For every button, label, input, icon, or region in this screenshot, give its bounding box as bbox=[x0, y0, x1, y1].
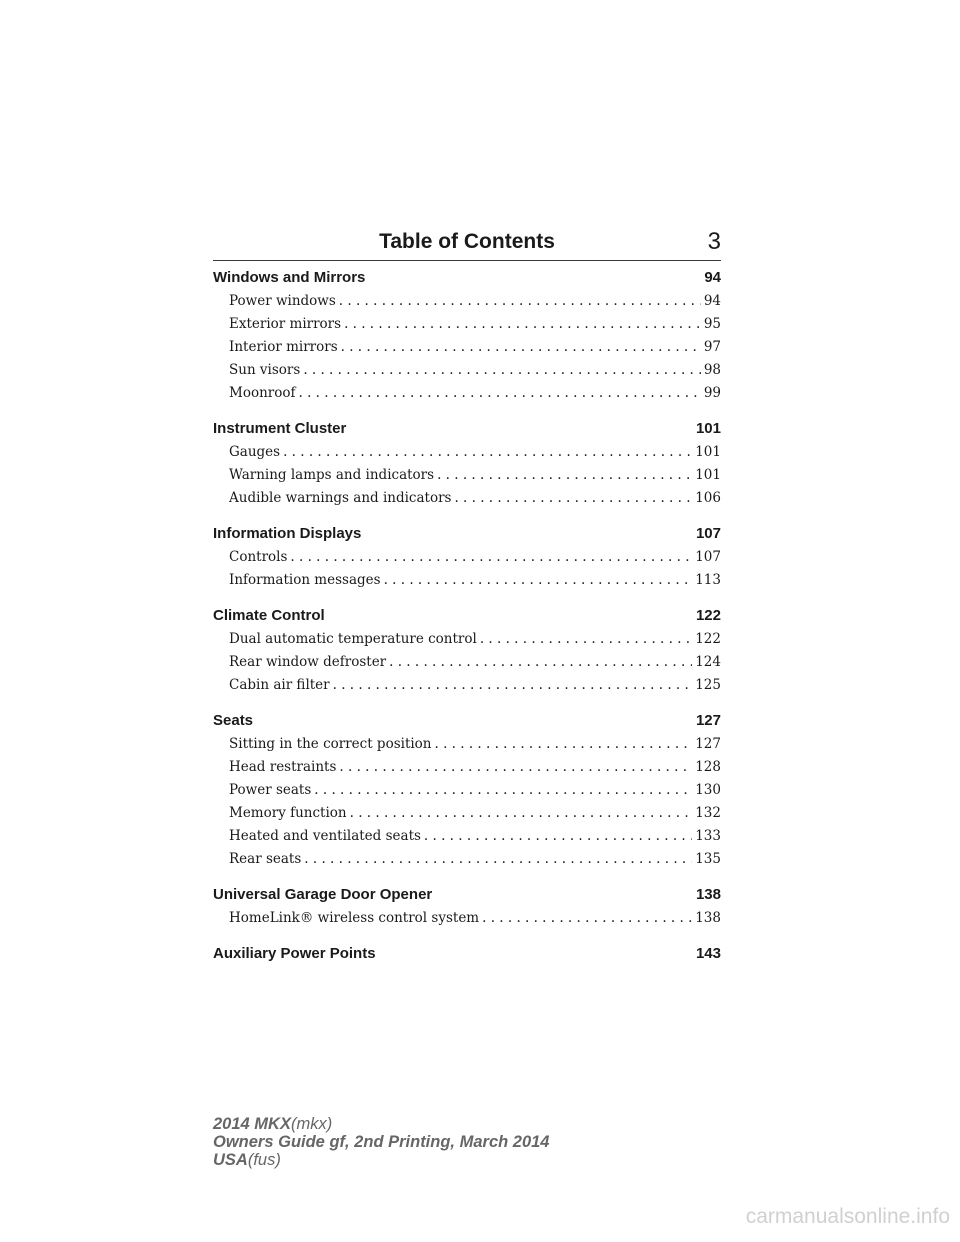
entry-label: Audible warnings and indicators bbox=[229, 490, 452, 506]
entry-page: 135 bbox=[695, 851, 721, 867]
dot-leader bbox=[290, 546, 692, 569]
entry-label: Memory function bbox=[229, 805, 347, 821]
footer-line-3 bbox=[213, 1151, 550, 1169]
toc-entry[interactable] bbox=[213, 487, 721, 510]
toc-section-heading[interactable] bbox=[213, 709, 721, 733]
toc-entry[interactable] bbox=[213, 628, 721, 651]
toc-section-heading[interactable] bbox=[213, 522, 721, 546]
entry-page: 101 bbox=[695, 467, 721, 483]
entry-label: Controls bbox=[229, 549, 288, 565]
dot-leader bbox=[350, 802, 693, 825]
footer-line-1 bbox=[213, 1115, 550, 1133]
footer-model: 2014 MKX bbox=[213, 1115, 291, 1133]
entry-page: 113 bbox=[695, 572, 721, 588]
dot-leader bbox=[333, 674, 693, 697]
toc-entry[interactable] bbox=[213, 359, 721, 382]
toc-entry[interactable] bbox=[213, 441, 721, 464]
entry-page: 133 bbox=[695, 828, 721, 844]
dot-leader bbox=[480, 628, 692, 651]
dot-leader bbox=[314, 779, 692, 802]
dot-leader bbox=[482, 907, 692, 930]
entry-label: Rear seats bbox=[229, 851, 302, 867]
section-page: 101 bbox=[695, 420, 721, 437]
toc-section bbox=[213, 604, 721, 697]
section-title: Climate Control bbox=[213, 607, 325, 624]
toc-entry[interactable] bbox=[213, 802, 721, 825]
entry-label: Heated and ventilated seats bbox=[229, 828, 421, 844]
entry-label: Warning lamps and indicators bbox=[229, 467, 435, 483]
footer-line-2: Owners Guide gf, 2nd Printing, March 2014 bbox=[213, 1133, 550, 1151]
dot-leader bbox=[304, 848, 692, 871]
entry-label: Head restraints bbox=[229, 759, 337, 775]
dot-leader bbox=[389, 651, 692, 674]
dot-leader bbox=[283, 441, 692, 464]
entry-page: 101 bbox=[695, 444, 721, 460]
toc-section bbox=[213, 942, 721, 966]
entry-page: 106 bbox=[695, 490, 721, 506]
entry-page: 132 bbox=[695, 805, 721, 821]
section-title: Universal Garage Door Opener bbox=[213, 886, 433, 903]
dot-leader bbox=[339, 756, 692, 779]
section-page: 127 bbox=[695, 712, 721, 729]
section-title: Auxiliary Power Points bbox=[213, 945, 376, 962]
section-title: Information Displays bbox=[213, 525, 362, 542]
dot-leader bbox=[303, 359, 701, 382]
toc-section-heading[interactable] bbox=[213, 604, 721, 628]
entry-page: 94 bbox=[703, 293, 721, 309]
toc-entry[interactable] bbox=[213, 569, 721, 592]
section-page: 138 bbox=[695, 886, 721, 903]
page-title: Table of Contents bbox=[379, 230, 555, 253]
entry-page: 99 bbox=[703, 385, 721, 401]
entry-label: Information messages bbox=[229, 572, 381, 588]
entry-label: Dual automatic temperature control bbox=[229, 631, 477, 647]
toc-entry[interactable] bbox=[213, 313, 721, 336]
dot-leader bbox=[339, 290, 701, 313]
toc-entry[interactable] bbox=[213, 651, 721, 674]
toc-entry[interactable] bbox=[213, 290, 721, 313]
section-title: Instrument Cluster bbox=[213, 420, 347, 437]
dot-leader bbox=[298, 382, 700, 405]
toc-entry[interactable] bbox=[213, 907, 721, 930]
table-of-contents bbox=[213, 266, 721, 978]
entry-page: 125 bbox=[695, 677, 721, 693]
toc-entry[interactable] bbox=[213, 756, 721, 779]
dot-leader bbox=[454, 487, 692, 510]
toc-entry[interactable] bbox=[213, 546, 721, 569]
entry-page: 124 bbox=[695, 654, 721, 670]
section-page: 143 bbox=[695, 945, 721, 962]
toc-entry[interactable] bbox=[213, 848, 721, 871]
entry-page: 95 bbox=[703, 316, 721, 332]
toc-section-heading[interactable] bbox=[213, 883, 721, 907]
toc-section-heading[interactable] bbox=[213, 417, 721, 441]
toc-section bbox=[213, 883, 721, 930]
entry-label: Gauges bbox=[229, 444, 281, 460]
toc-entry[interactable] bbox=[213, 336, 721, 359]
entry-label: Cabin air filter bbox=[229, 677, 330, 693]
footer-market-code: (fus) bbox=[247, 1151, 281, 1169]
dot-leader bbox=[437, 464, 692, 487]
watermark: carmanualsonline.info bbox=[745, 1205, 950, 1228]
page-number: 3 bbox=[707, 228, 721, 255]
entry-label: Sun visors bbox=[229, 362, 301, 378]
footer-model-code: (mkx) bbox=[290, 1115, 333, 1133]
dot-leader bbox=[341, 336, 701, 359]
toc-entry[interactable] bbox=[213, 733, 721, 756]
toc-section bbox=[213, 417, 721, 510]
toc-section bbox=[213, 709, 721, 871]
toc-section bbox=[213, 266, 721, 405]
entry-label: Sitting in the correct position bbox=[229, 736, 432, 752]
entry-label: Interior mirrors bbox=[229, 339, 338, 355]
entry-page: 138 bbox=[695, 910, 721, 926]
entry-label: Rear window defroster bbox=[229, 654, 387, 670]
entry-page: 122 bbox=[695, 631, 721, 647]
entry-page: 107 bbox=[695, 549, 721, 565]
toc-section-heading[interactable] bbox=[213, 942, 721, 966]
toc-entry[interactable] bbox=[213, 779, 721, 802]
dot-leader bbox=[424, 825, 692, 848]
footer bbox=[213, 1115, 550, 1169]
entry-page: 130 bbox=[695, 782, 721, 798]
toc-section-heading[interactable] bbox=[213, 266, 721, 290]
page-header bbox=[213, 228, 721, 261]
entry-page: 97 bbox=[703, 339, 721, 355]
toc-entry[interactable] bbox=[213, 825, 721, 848]
section-page: 107 bbox=[695, 525, 721, 542]
entry-page: 98 bbox=[703, 362, 721, 378]
footer-market: USA bbox=[213, 1151, 248, 1169]
toc-entry[interactable] bbox=[213, 464, 721, 487]
toc-section bbox=[213, 522, 721, 592]
section-page: 94 bbox=[704, 269, 721, 286]
toc-entry[interactable] bbox=[213, 674, 721, 697]
entry-label: HomeLink® wireless control system bbox=[229, 910, 480, 926]
dot-leader bbox=[384, 569, 693, 592]
toc-entry[interactable] bbox=[213, 382, 721, 405]
section-title: Seats bbox=[213, 712, 254, 729]
entry-page: 127 bbox=[695, 736, 721, 752]
dot-leader bbox=[435, 733, 693, 756]
entry-page: 128 bbox=[695, 759, 721, 775]
entry-label: Power seats bbox=[229, 782, 312, 798]
dot-leader bbox=[344, 313, 701, 336]
entry-label: Moonroof bbox=[229, 385, 296, 401]
section-title: Windows and Mirrors bbox=[213, 269, 366, 286]
entry-label: Power windows bbox=[229, 293, 336, 309]
section-page: 122 bbox=[695, 607, 721, 624]
entry-label: Exterior mirrors bbox=[229, 316, 342, 332]
